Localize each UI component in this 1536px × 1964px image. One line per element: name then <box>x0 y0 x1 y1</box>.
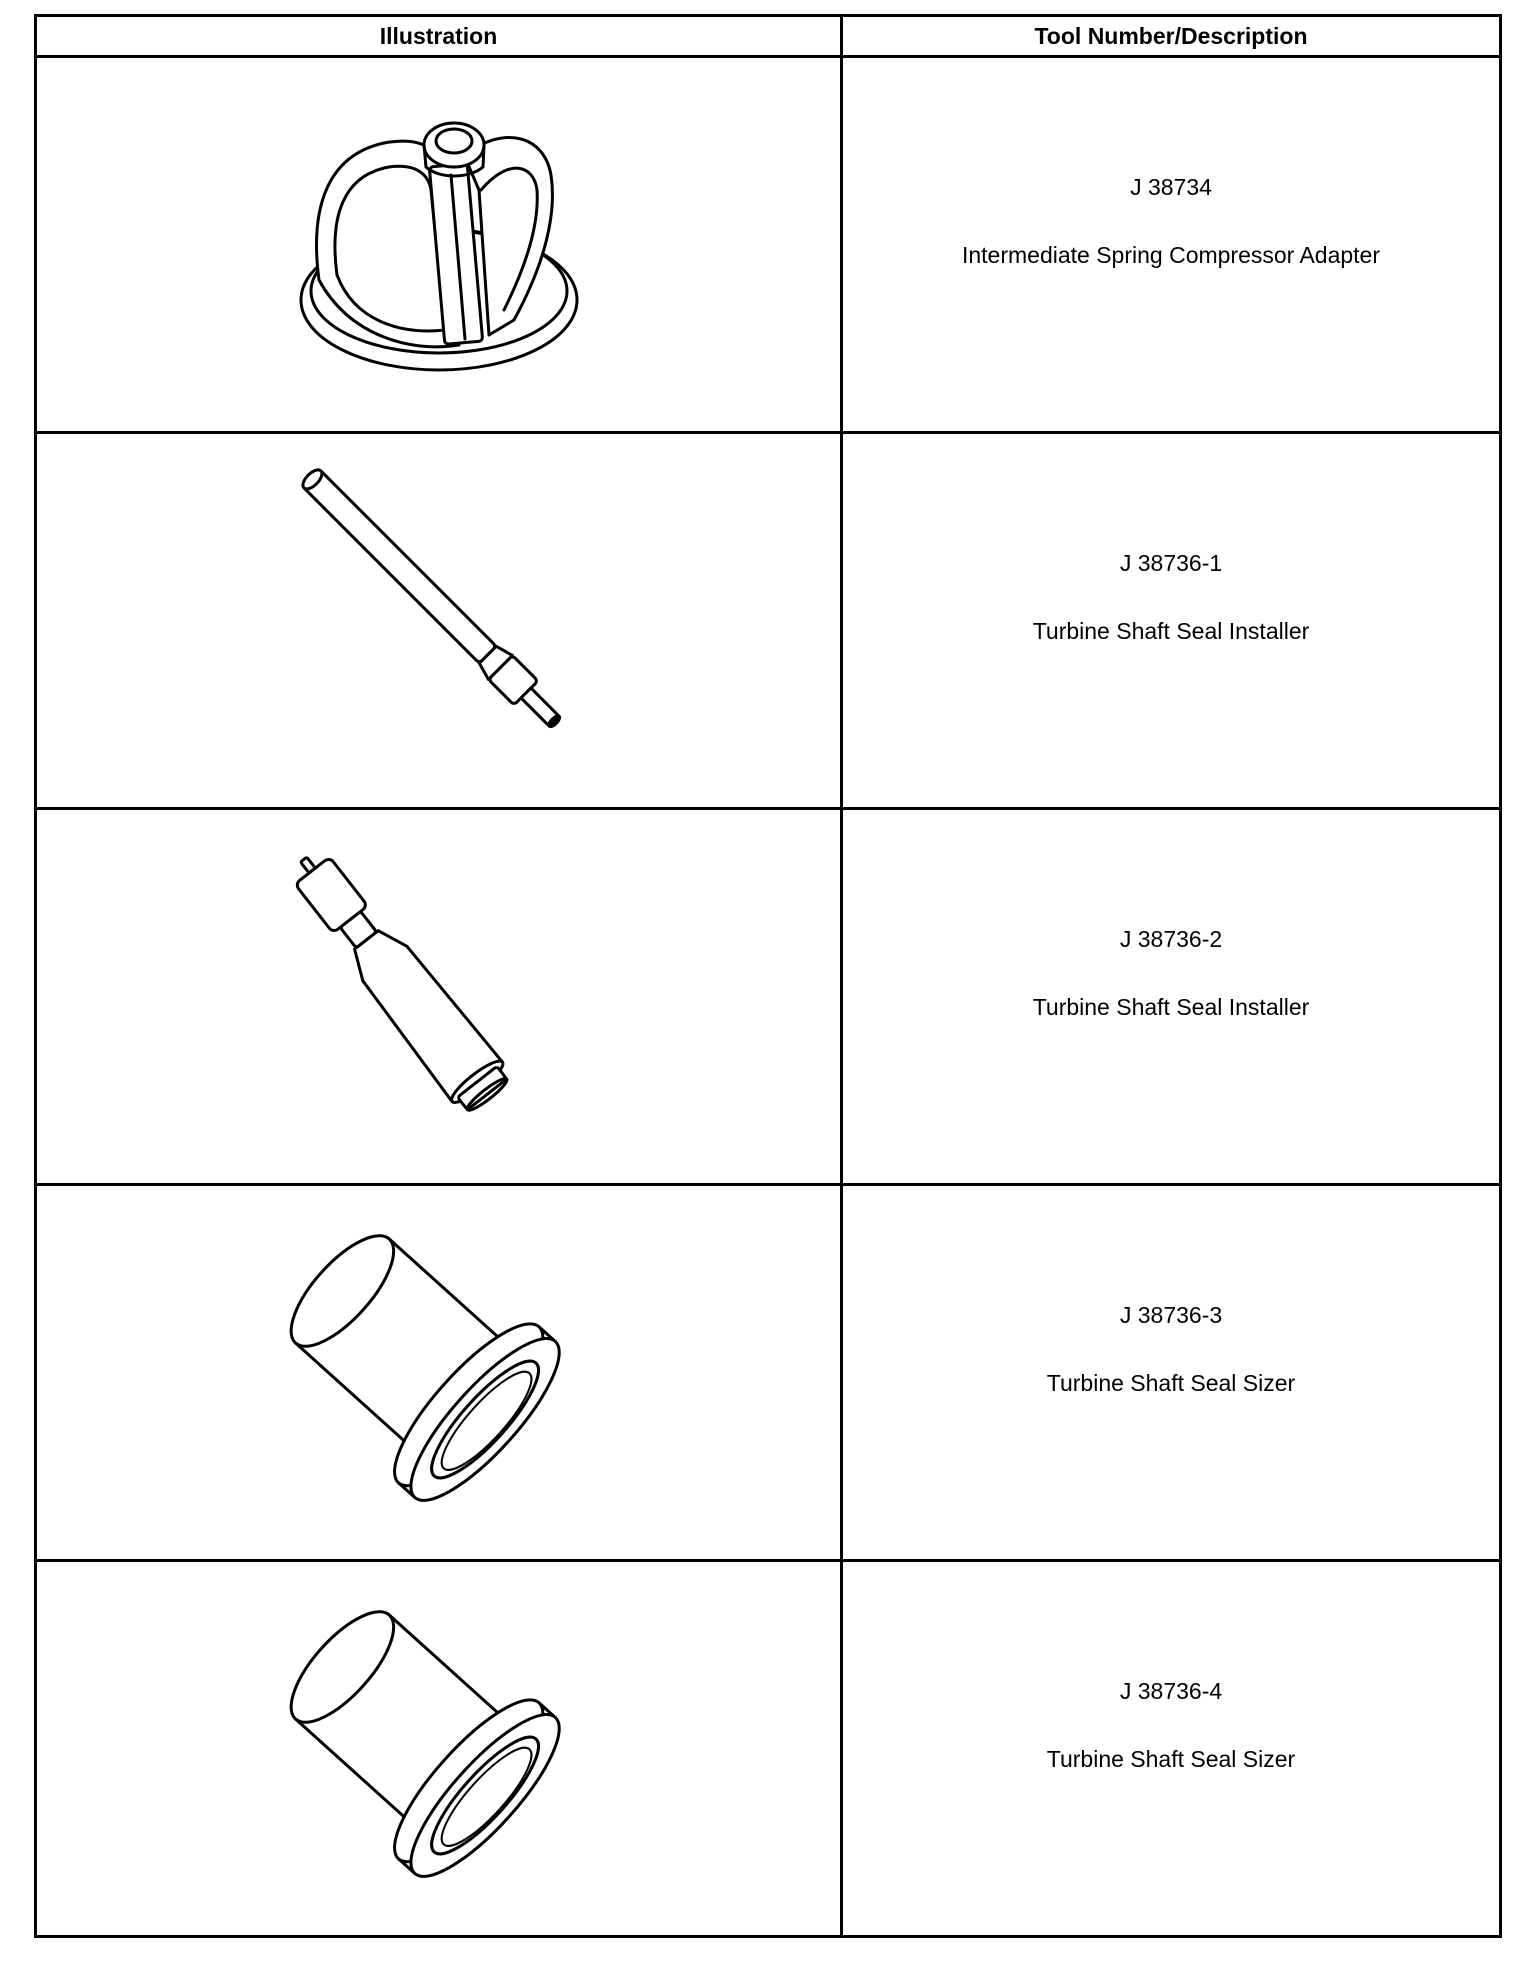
tool-description: Turbine Shaft Seal Installer <box>1032 617 1310 644</box>
tool-number: J 38734 <box>1130 173 1212 200</box>
illustration-cell <box>36 1185 842 1561</box>
table-row <box>36 433 1501 809</box>
illustration-cell <box>36 809 842 1185</box>
description-cell <box>842 433 1501 809</box>
description-cell <box>842 57 1501 433</box>
header-illustration: Illustration <box>36 16 842 57</box>
table-row <box>36 1561 1501 1937</box>
seal-sizer-icon <box>279 1589 599 1909</box>
header-row <box>36 16 1501 57</box>
tool-description: Turbine Shaft Seal Sizer <box>1046 1369 1296 1396</box>
seal-installer-handle-icon <box>279 827 599 1167</box>
tool-description: Intermediate Spring Compressor Adapter <box>961 241 1381 268</box>
header-tool-description: Tool Number/Description <box>842 16 1501 57</box>
tool-number: J 38736-1 <box>1119 549 1223 576</box>
tool-number: J 38736-4 <box>1119 1677 1223 1704</box>
description-cell <box>842 809 1501 1185</box>
spring-compressor-adapter-icon <box>289 95 589 395</box>
seal-installer-rod-icon <box>289 456 589 786</box>
illustration-cell <box>36 1561 842 1937</box>
illustration-cell <box>36 433 842 809</box>
description-cell <box>842 1561 1501 1937</box>
description-cell <box>842 1185 1501 1561</box>
tool-number: J 38736-2 <box>1119 925 1223 952</box>
illustration-cell <box>36 57 842 433</box>
seal-sizer-icon <box>279 1213 599 1533</box>
tool-table <box>34 14 1502 1938</box>
table-row <box>36 1185 1501 1561</box>
tool-description: Turbine Shaft Seal Installer <box>1032 993 1310 1020</box>
table-row <box>36 57 1501 433</box>
tool-number: J 38736-3 <box>1119 1301 1223 1328</box>
table-row <box>36 809 1501 1185</box>
tool-description: Turbine Shaft Seal Sizer <box>1046 1745 1296 1772</box>
